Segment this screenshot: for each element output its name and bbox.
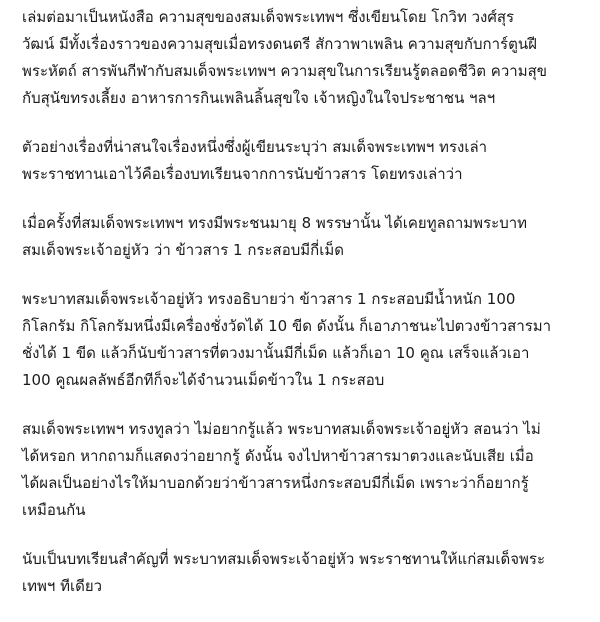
text-line: พระบาทสมเด็จพระเจ้าอยู่หัว ทรงอธิบายว่า ข้าวสาร 1 กระสอบมีน้ำหนัก 100 bbox=[22, 290, 516, 308]
text-line: นับเป็นบทเรียนสำคัญที่ พระบาทสมเด็จพระเจ้าอยู่หัว พระราชทานให้แก่สมเด็จพระ bbox=[22, 550, 546, 568]
text-line: พระราชทานเอาไว้คือเรื่องบทเรียนจากการนับข้าวสาร โดยทรงเล่าว่า bbox=[22, 165, 463, 183]
paragraph-2 bbox=[22, 134, 582, 188]
paragraph-4 bbox=[22, 286, 582, 394]
text-line: ได้หรอก หากถามก็แสดงว่าอยากรู้ ดังนั้น จงไปหาข้าวสารมาตวงและนับเสีย เมื่อ bbox=[22, 447, 534, 465]
text-line: กับสุนัขทรงเลี้ยง อาหารการกินเพลินลิ้นสุขใจ เจ้าหญิงในใจประชาชน ฯลฯ bbox=[22, 89, 496, 107]
paragraph-3 bbox=[22, 210, 582, 264]
paragraph-5 bbox=[22, 416, 582, 524]
text-line: เหมือนกัน bbox=[22, 501, 86, 519]
text-line: ได้ผลเป็นอย่างไรให้มาบอกด้วยว่าข้าวสารหนึ่งกระสอบมีกี่เม็ด เพราะว่าก็อยากรู้ bbox=[22, 474, 529, 492]
text-line: สมเด็จพระเทพฯ ทรงทูลว่า ไม่อยากรู้แล้ว พระบาทสมเด็จพระเจ้าอยู่หัว สอนว่า ไม่ bbox=[22, 420, 541, 438]
text-line: สมเด็จพระเจ้าอยู่หัว ว่า ข้าวสาร 1 กระสอบมีกี่เม็ด bbox=[22, 241, 344, 259]
text-line: พระหัตถ์ สารพันกีฬากับสมเด็จพระเทพฯ ความสุขในการเรียนรู้ตลอดชีวิต ความสุข bbox=[22, 62, 547, 80]
article-body bbox=[22, 4, 582, 622]
text-line: เล่มต่อมาเป็นหนังสือ ความสุขของสมเด็จพระเทพฯ ซึ่งเขียนโดย โกวิท วงศ์สุร bbox=[22, 8, 515, 26]
text-line: วัฒน์ มีทั้งเรื่องราวของความสุขเมื่อทรงดนตรี สักวาพาเพลิน ความสุขกับการ์ตูนฝี bbox=[22, 35, 537, 53]
paragraph-6 bbox=[22, 546, 582, 600]
text-line: เทพฯ ทีเดียว bbox=[22, 577, 103, 595]
text-line: ตัวอย่างเรื่องที่น่าสนใจเรื่องหนึ่งซึ่งผู้เขียนระบุว่า สมเด็จพระเทพฯ ทรงเล่า bbox=[22, 138, 488, 156]
text-line: 100 คูณผลลัพธ์อีกทีก็จะได้จำนวนเม็ดข้าวใน 1 กระสอบ bbox=[22, 371, 385, 389]
text-line: เมื่อครั้งที่สมเด็จพระเทพฯ ทรงมีพระชนมายุ 8 พรรษานั้น ได้เคยทูลถามพระบาท bbox=[22, 214, 528, 232]
text-line: กิโลกรัม กิโลกรัมหนึ่งมีเครื่องชั่งวัดได้ 10 ขีด ดังนั้น ก็เอาภาชนะไปตวงข้าวสารมา bbox=[22, 317, 552, 335]
paragraph-1 bbox=[22, 4, 582, 112]
text-line: ชั่งได้ 1 ขีด แล้วก็นับข้าวสารที่ตวงมานั้นมีกี่เม็ด แล้วก็เอา 10 คูณ เสร็จแล้วเอา bbox=[22, 344, 530, 362]
